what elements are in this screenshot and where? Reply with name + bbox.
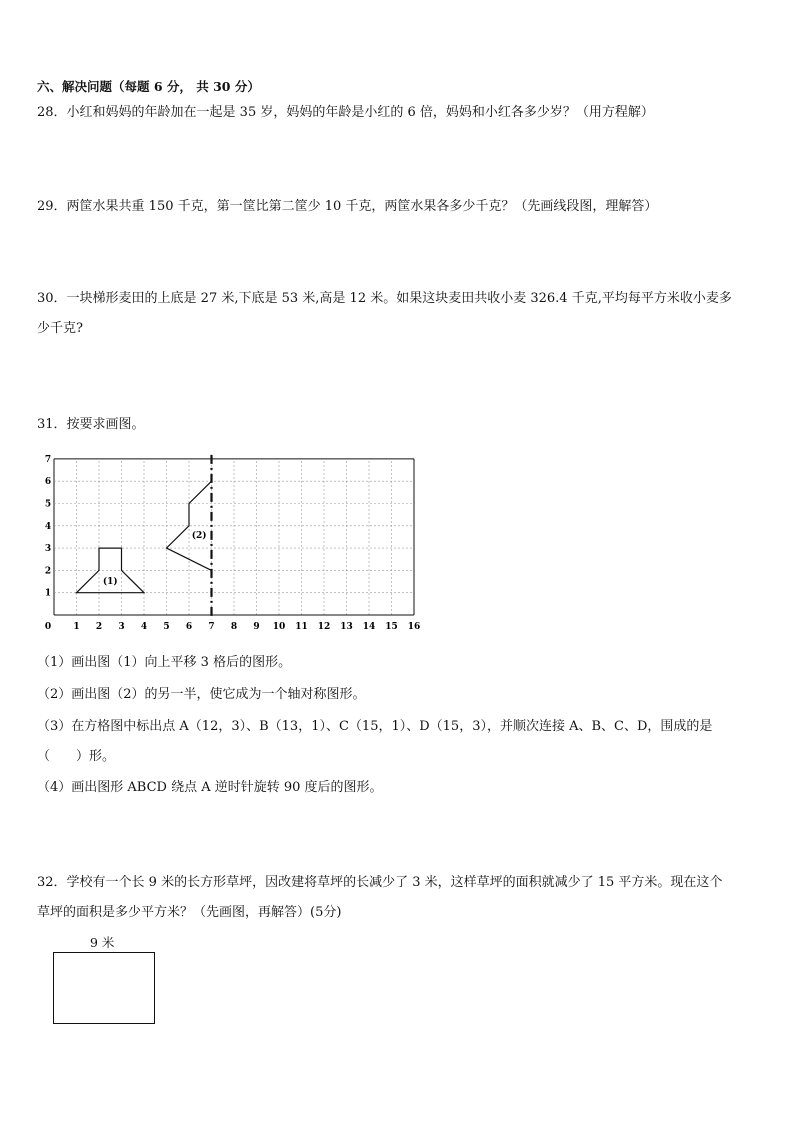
question-31-item-2: （2）画出图（2）的另一半，使它成为一个轴对称图形。 — [37, 687, 366, 702]
rectangle-width-label: 9 米 — [90, 935, 115, 950]
y-tick-label: 7 — [44, 454, 52, 465]
x-tick-label: 0 — [44, 622, 52, 632]
x-tick-label: 6 — [185, 622, 193, 632]
question-32-line1: 32．学校有一个长 9 米的长方形草坪，因改建将草坪的长减少了 3 米，这样草坪的面积就减少了 15 平方米。现在这个 — [37, 875, 723, 890]
x-tick-label: 10 — [272, 622, 286, 632]
y-tick-label: 6 — [44, 477, 52, 488]
question-30-line2: 少千克? — [37, 321, 83, 336]
lawn-rectangle — [53, 952, 155, 1024]
question-31-title: 31．按要求画图。 — [37, 417, 145, 432]
y-tick-label: 2 — [44, 566, 52, 577]
grid-lines — [54, 459, 414, 615]
x-tick-label: 12 — [317, 622, 331, 632]
x-tick-label: 1 — [73, 622, 80, 632]
x-tick-label: 8 — [230, 622, 238, 632]
x-tick-label: 5 — [163, 622, 170, 632]
y-tick-label: 5 — [44, 499, 52, 510]
x-tick-label: 11 — [295, 622, 308, 632]
question-29: 29．两筐水果共重 150 千克，第一筐比第二筐少 10 千克，两筐水果各多少千克？（先画线段图，理解答） — [37, 199, 658, 214]
question-30-line1: 30．一块梯形麦田的上底是 27 米,下底是 53 米,高是 12 米。如果这块麦田共收小麦 326.4 千克,平均每平方米收小麦多 — [37, 291, 732, 306]
question-28: 28．小红和妈妈的年龄加在一起是 35 岁，妈妈的年龄是小红的 6 倍，妈妈和小红各多少岁？（用方程解） — [37, 105, 654, 120]
shape-1-label: (1) — [102, 576, 118, 587]
x-tick-label: 9 — [253, 622, 260, 632]
x-tick-label: 4 — [140, 622, 148, 632]
x-tick-label: 2 — [95, 622, 103, 632]
question-31-item-4: （4）画出图形 ABCD 绕点 A 逆时针旋转 90 度后的图形。 — [37, 780, 383, 795]
y-tick-label: 3 — [44, 544, 52, 555]
x-tick-label: 16 — [407, 622, 421, 632]
x-tick-label: 3 — [118, 622, 125, 632]
question-32-line2: 草坪的面积是多少平方米？（先画图，再解答）(5分) — [37, 905, 342, 920]
x-tick-label: 7 — [208, 622, 215, 632]
x-tick-label: 14 — [362, 622, 376, 632]
question-31-item-3: （3）在方格图中标出点 A（12，3）、B（13，1）、C（15，1）、D（15，3），并顺次连接 A、B、C、D，围成的是 — [37, 719, 713, 734]
grid-figure — [36, 452, 436, 634]
y-tick-label: 4 — [44, 521, 52, 532]
question-31-item-1: （1）画出图（1）向上平移 3 格后的图形。 — [37, 655, 292, 670]
section-title: 六、解决问题（每题 6 分， 共 30 分） — [37, 79, 260, 94]
x-tick-label: 15 — [385, 622, 398, 632]
shape-2-label: (2) — [191, 531, 207, 542]
y-tick-label: 1 — [44, 588, 52, 599]
question-31-item-3-cont: （ ）形。 — [37, 749, 116, 764]
x-tick-label: 13 — [340, 622, 353, 632]
